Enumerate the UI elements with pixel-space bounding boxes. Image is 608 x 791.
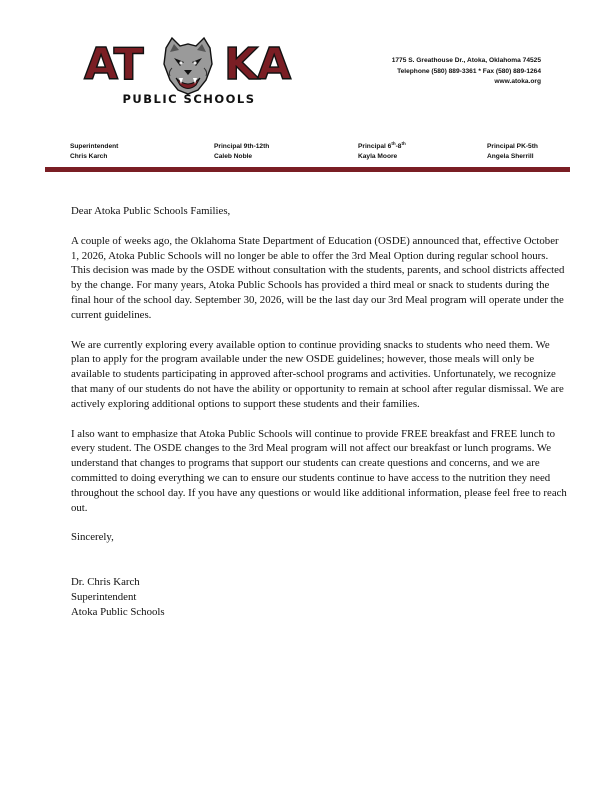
paragraph-3: I also want to emphasize that Atoka Public Schools will continue to provide FREE breakfast and FREE lunch to every student. The OSDE changes to the 3rd Meal program will not affect our breakfast or lunch programs. We understand that changes to programs that support our students can create questions and concerns, and we are committed to doing everything we can to ensure our students continue to have access to the nutrition they need throughout the school day. If you have any questions or would like additional information, please feel free to reach out. (71, 427, 567, 514)
staff-principal-middle (358, 142, 406, 162)
staff-title: Principal PK-5th (487, 143, 538, 150)
staff-principal-high (214, 142, 269, 162)
staff-title: Superintendent (70, 143, 119, 150)
school-logo (84, 36, 294, 106)
staff-name: Kayla Moore (358, 153, 398, 160)
logo-subtitle: PUBLIC SCHOOLS (122, 92, 256, 106)
salutation: Dear Atoka Public Schools Families, (71, 205, 231, 217)
staff-title: Principal 9th-12th (214, 143, 270, 150)
staff-name: Chris Karch (70, 153, 108, 160)
signature-name: Dr. Chris Karch (71, 576, 140, 589)
staff-superintendent (70, 142, 118, 162)
paragraph-1: A couple of weeks ago, the Oklahoma State Department of Education (OSDE) announced that, effective October 1, 2026, Atoka Public Schools will no longer be able to offer the 3rd Meal Option during regular school hours. This decision was made by the OSDE without consultation with the students, parents, and school districts affected by the change. For many years, Atoka Public Schools has provided a third meal or snack to students during the final hour of the school day. September 30, 2026, will be the last day our 3rd Meal program will operate under the current guidelines. (71, 234, 565, 321)
phone-fax: Telephone (580) 889-3361 * Fax (580) 889-1264 (397, 67, 541, 75)
website: www.atoka.org (494, 78, 541, 85)
header-divider (45, 167, 570, 172)
address: 1775 S. Greathouse Dr., Atoka, Oklahoma 74525 (391, 57, 541, 64)
signature-block (71, 575, 567, 619)
staff-name: Caleb Noble (214, 153, 253, 160)
staff-title: Principal 6th-8th (358, 140, 406, 150)
closing: Sincerely, (71, 531, 114, 544)
staff-principal-elementary (487, 142, 538, 162)
contact-block (392, 56, 541, 88)
logo-letters-left: AT (84, 39, 143, 90)
staff-name: Angela Sherrill (487, 153, 534, 160)
letter-body (71, 204, 567, 620)
paragraph-2: We are currently exploring every available option to continue providing snacks to students who need them. We plan to apply for the program available under the new OSDE guidelines; however, those meals will only be available to students participating in approved after-school programs and activities. Unfortunately, we recognize that many of our students do not have the ability or opportunity to remain at school after regular dismissal. We are actively exploring additional options to support these students and their families. (71, 338, 564, 410)
signature-organization: Atoka Public Schools (71, 605, 165, 618)
logo-letters-right: KA (224, 39, 291, 90)
signature-title: Superintendent (71, 590, 137, 603)
